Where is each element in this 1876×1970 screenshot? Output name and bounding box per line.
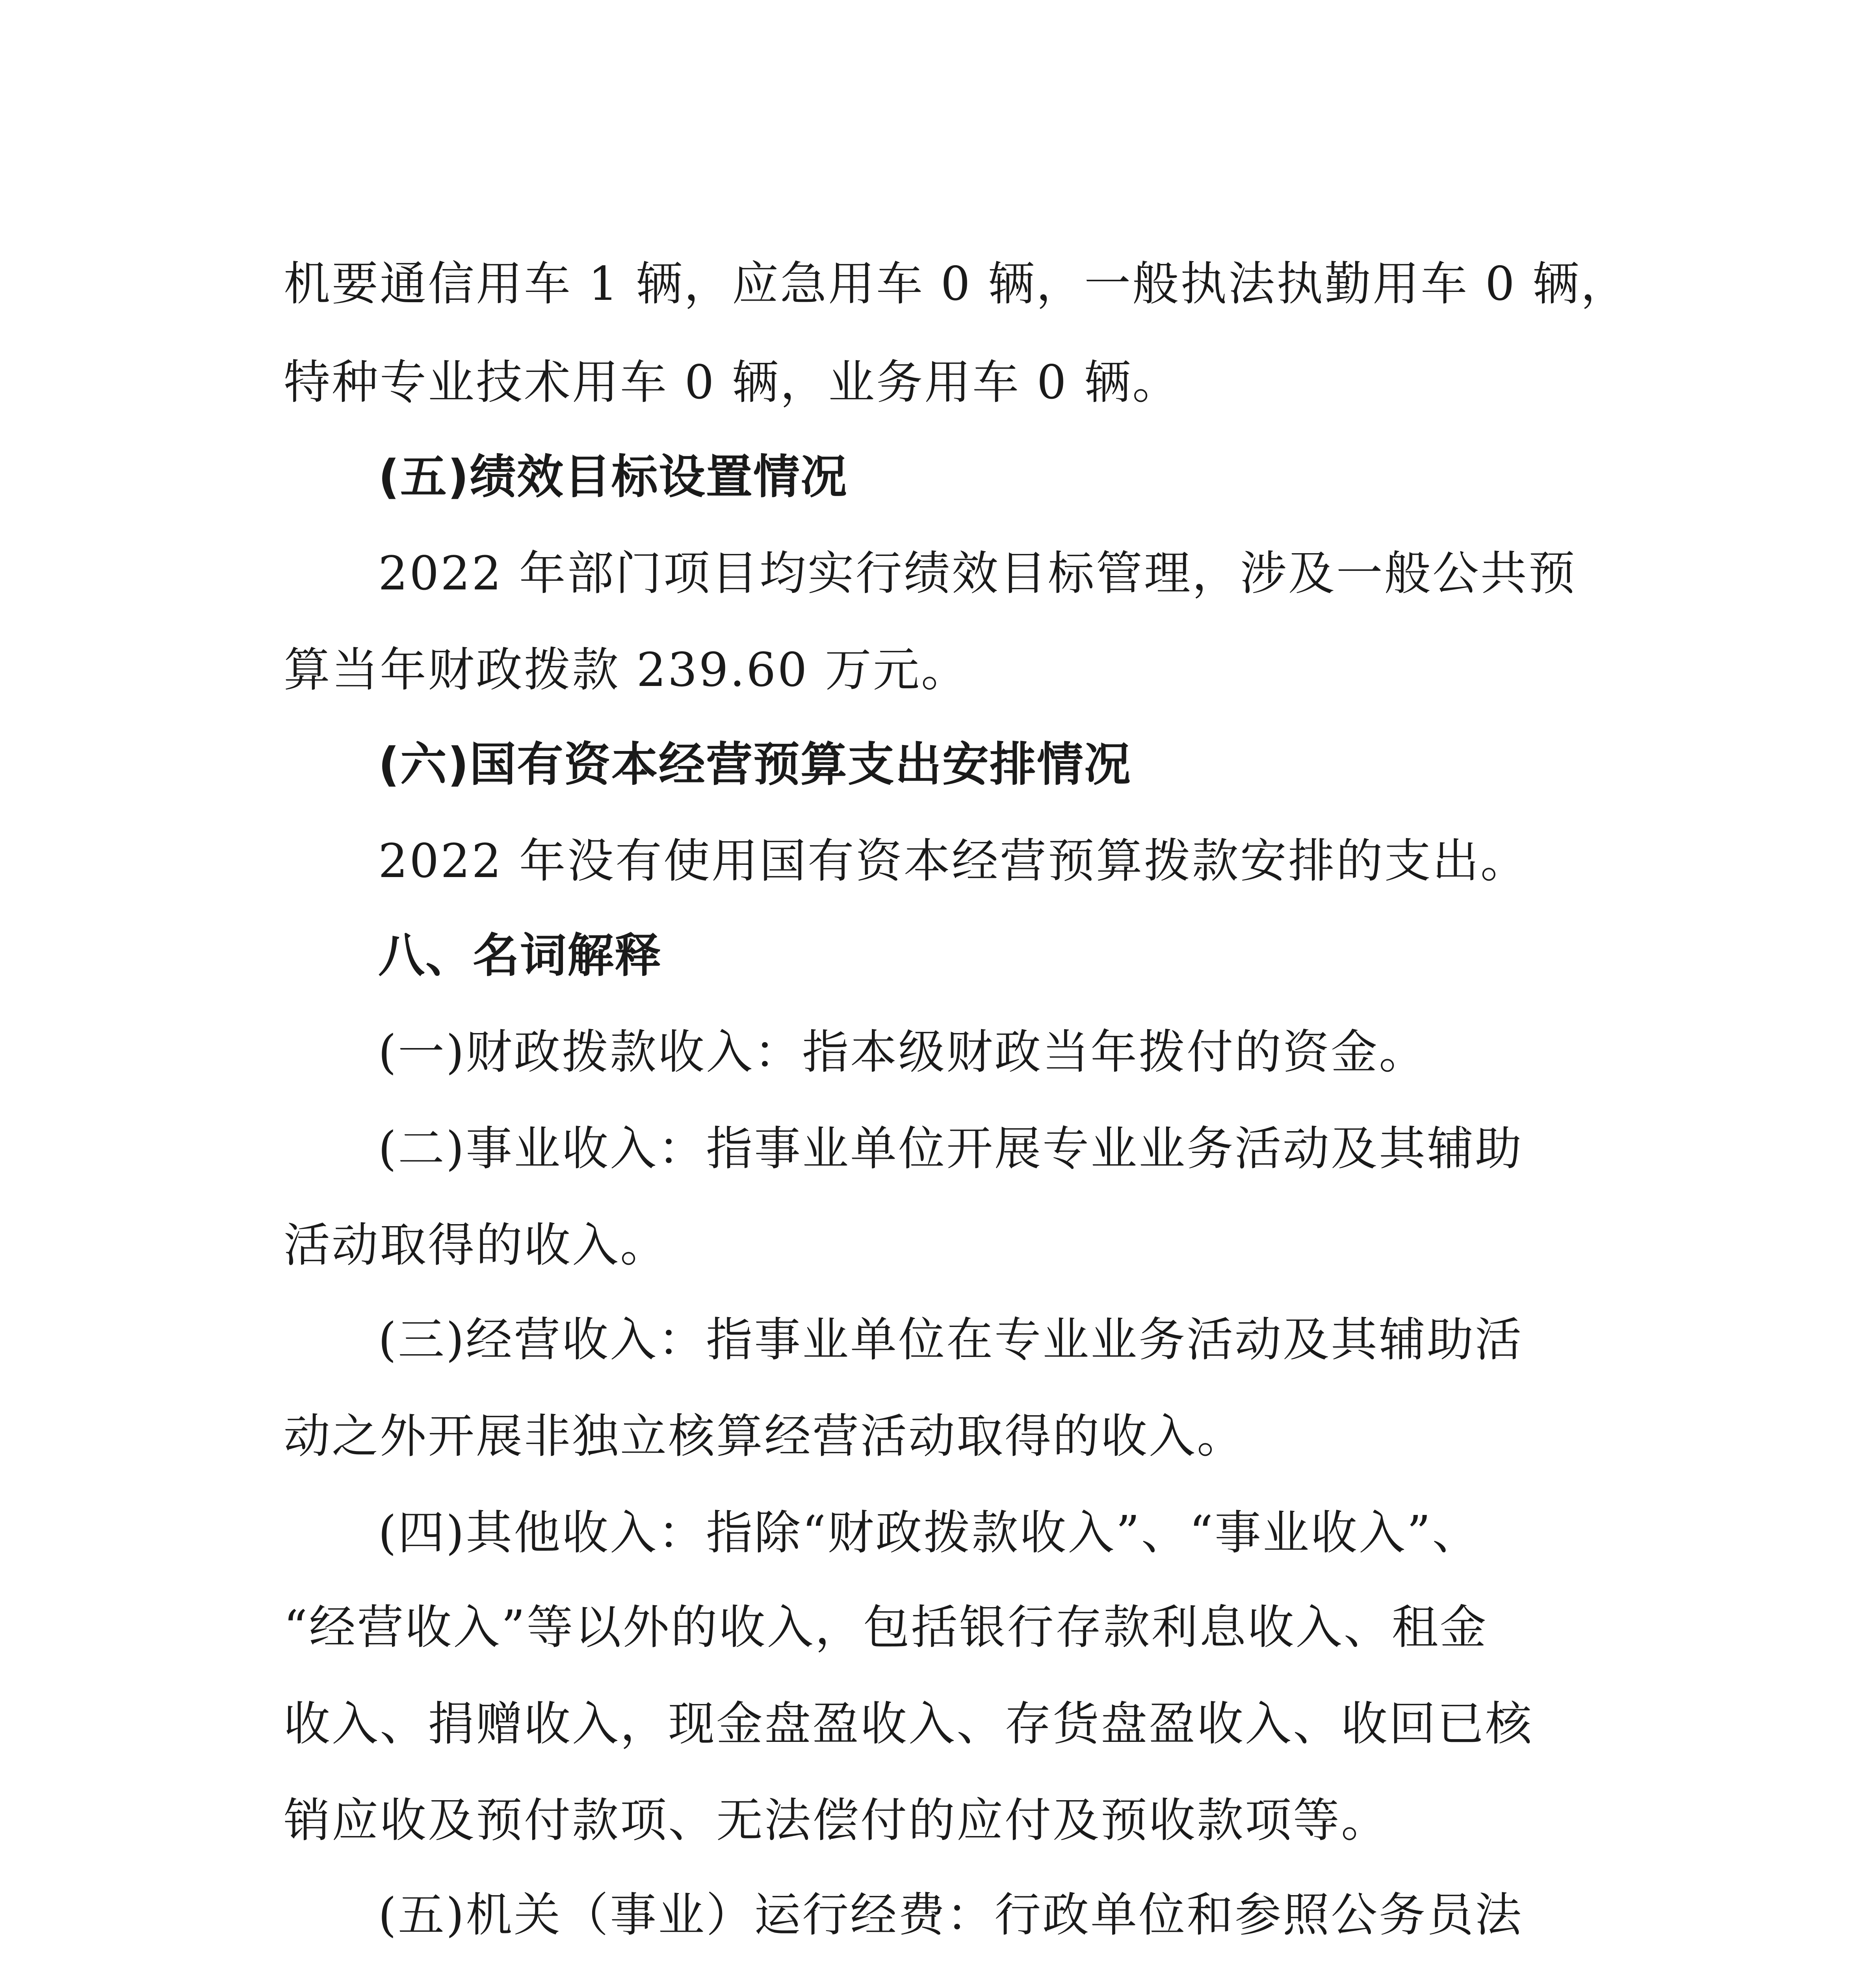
body-text-line: 机要通信用车 1 辆，应急用车 0 辆，一般执法执勤用车 0 辆， <box>284 256 1629 311</box>
body-text-line: 算当年财政拨款 239.60 万元。 <box>284 643 969 697</box>
section-heading: (六)国有资本经营预算支出安排情况 <box>378 737 1131 792</box>
body-text-line: (四)其他收入：指除“财政拨款收入”、“事业收入”、 <box>378 1505 1480 1560</box>
body-text-line: 销应收及预付款项、无法偿付的应付及预收款项等。 <box>284 1793 1389 1847</box>
body-text-line: 收入、捐赠收入，现金盘盈收入、存货盘盈收入、收回已核 <box>284 1697 1534 1751</box>
body-text-line: 活动取得的收入。 <box>284 1218 669 1272</box>
body-text-line: 特种专业技术用车 0 辆，业务用车 0 辆。 <box>284 355 1181 409</box>
body-text-line: (一)财政拨款收入：指本级财政当年拨付的资金。 <box>378 1025 1427 1079</box>
body-text-line: 2022 年部门项目均实行绩效目标管理，涉及一般公共预 <box>378 546 1577 600</box>
body-text-line: (三)经营收入：指事业单位在专业业务活动及其辅助活 <box>378 1312 1523 1367</box>
section-heading: (五)绩效目标设置情况 <box>378 450 848 504</box>
section-heading: 八、名词解释 <box>378 928 662 983</box>
body-text-line: 2022 年没有使用国有资本经营预算拨款安排的支出。 <box>378 834 1529 888</box>
body-text-line: (二)事业收入：指事业单位开展专业业务活动及其辅助 <box>378 1121 1523 1176</box>
body-text-line: (五)机关（事业）运行经费：行政单位和参照公务员法 <box>378 1888 1523 1942</box>
body-text-line: 动之外开展非独立核算经营活动取得的收入。 <box>284 1409 1245 1463</box>
body-text-line: “经营收入”等以外的收入，包括银行存款利息收入、租金 <box>284 1600 1488 1654</box>
